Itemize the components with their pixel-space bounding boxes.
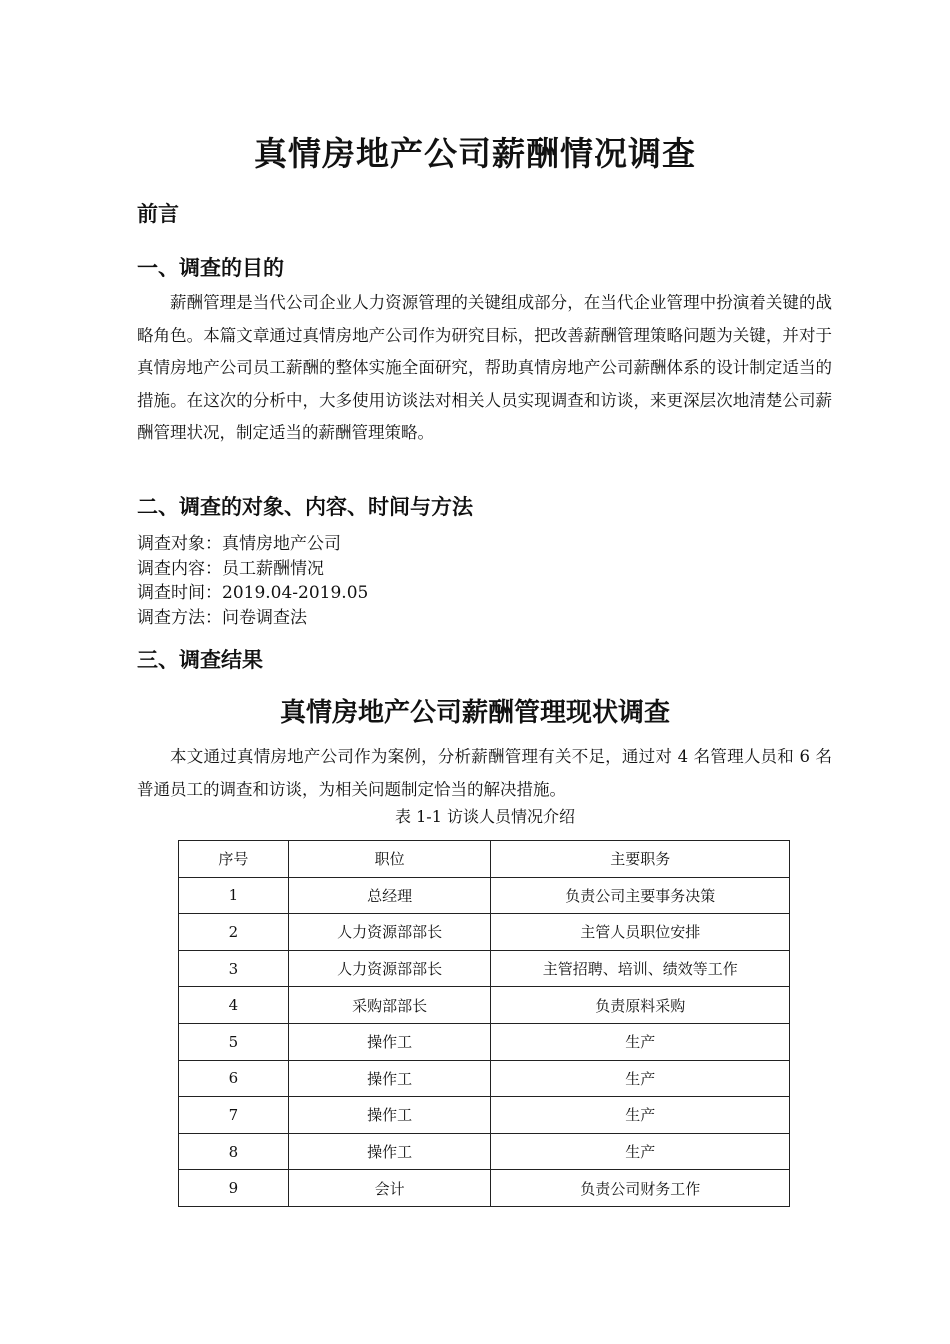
table-row	[179, 950, 790, 987]
table-row	[179, 987, 790, 1024]
section1-paragraph: 薪酬管理是当代公司企业人力资源管理的关键组成部分，在当代企业管理中扮演着关键的战略角色。本篇文章通过真情房地产公司作为研究目标，把改善薪酬管理策略问题为关键，并对于真情房地产公司员工薪酬的整体实施全面研究，帮助真情房地产公司薪酬体系的设计制定适当的措施。在这次的分析中，大多使用访谈法对相关人员实现调查和访谈，来更深层次地清楚公司薪酬管理状况，制定适当的薪酬管理策略。	[137, 293, 832, 442]
cell-index: 8	[179, 1133, 289, 1170]
preface-heading: 前言	[137, 202, 179, 226]
document-title: 真情房地产公司薪酬情况调查	[254, 134, 696, 173]
section-subtitle: 真情房地产公司薪酬管理现状调查	[279, 698, 670, 728]
table-row	[179, 1097, 790, 1134]
cell-position: 人力资源部部长	[288, 914, 491, 951]
survey-method: 调查方法：问卷调查法	[137, 607, 307, 628]
table-row	[179, 914, 790, 951]
table-row	[179, 1133, 790, 1170]
cell-duty: 生产	[491, 1097, 790, 1134]
table-row	[179, 877, 790, 914]
header-duty: 主要职务	[491, 841, 790, 878]
cell-position: 操作工	[288, 1097, 491, 1134]
cell-duty: 生产	[491, 1023, 790, 1060]
cell-index: 3	[179, 950, 289, 987]
cell-index: 6	[179, 1060, 289, 1097]
cell-duty: 生产	[491, 1133, 790, 1170]
survey-time: 调查时间：2019.04-2019.05	[137, 583, 369, 603]
header-index: 序号	[179, 841, 289, 878]
cell-position: 操作工	[288, 1023, 491, 1060]
cell-position: 操作工	[288, 1060, 491, 1097]
header-position: 职位	[288, 841, 491, 878]
cell-index: 1	[179, 877, 289, 914]
cell-duty: 主管人员职位安排	[491, 914, 790, 951]
cell-duty: 负责原料采购	[491, 987, 790, 1024]
cell-duty: 负责公司主要事务决策	[491, 877, 790, 914]
survey-info-list	[137, 532, 368, 630]
table-row	[179, 1170, 790, 1207]
cell-position: 会计	[288, 1170, 491, 1207]
cell-position: 操作工	[288, 1133, 491, 1170]
cell-index: 9	[179, 1170, 289, 1207]
cell-index: 7	[179, 1097, 289, 1134]
table-row	[179, 1060, 790, 1097]
cell-position: 采购部部长	[288, 987, 491, 1024]
cell-duty: 主管招聘、培训、绩效等工作	[491, 950, 790, 987]
cell-position: 人力资源部部长	[288, 950, 491, 987]
survey-subject: 调查对象：真情房地产公司	[137, 534, 341, 554]
intro-paragraph: 本文通过真情房地产公司作为案例，分析薪酬管理有关不足，通过对 4 名管理人员和 6 名普通员工的调查和访谈，为相关问题制定恰当的解决措施。	[137, 747, 832, 799]
survey-content: 调查内容：员工薪酬情况	[137, 558, 324, 579]
section3-heading: 三、调查结果	[137, 648, 263, 672]
table-header-row	[179, 841, 790, 878]
interviewee-table	[178, 840, 790, 1207]
cell-index: 4	[179, 987, 289, 1024]
cell-index: 5	[179, 1023, 289, 1060]
cell-duty: 生产	[491, 1060, 790, 1097]
section1-heading: 一、调查的目的	[137, 256, 284, 280]
table-row	[179, 1023, 790, 1060]
cell-index: 2	[179, 914, 289, 951]
table-caption: 表 1-1 访谈人员情况介绍	[395, 807, 575, 826]
section2-heading: 二、调查的对象、内容、时间与方法	[137, 495, 473, 519]
cell-duty: 负责公司财务工作	[491, 1170, 790, 1207]
cell-position: 总经理	[288, 877, 491, 914]
